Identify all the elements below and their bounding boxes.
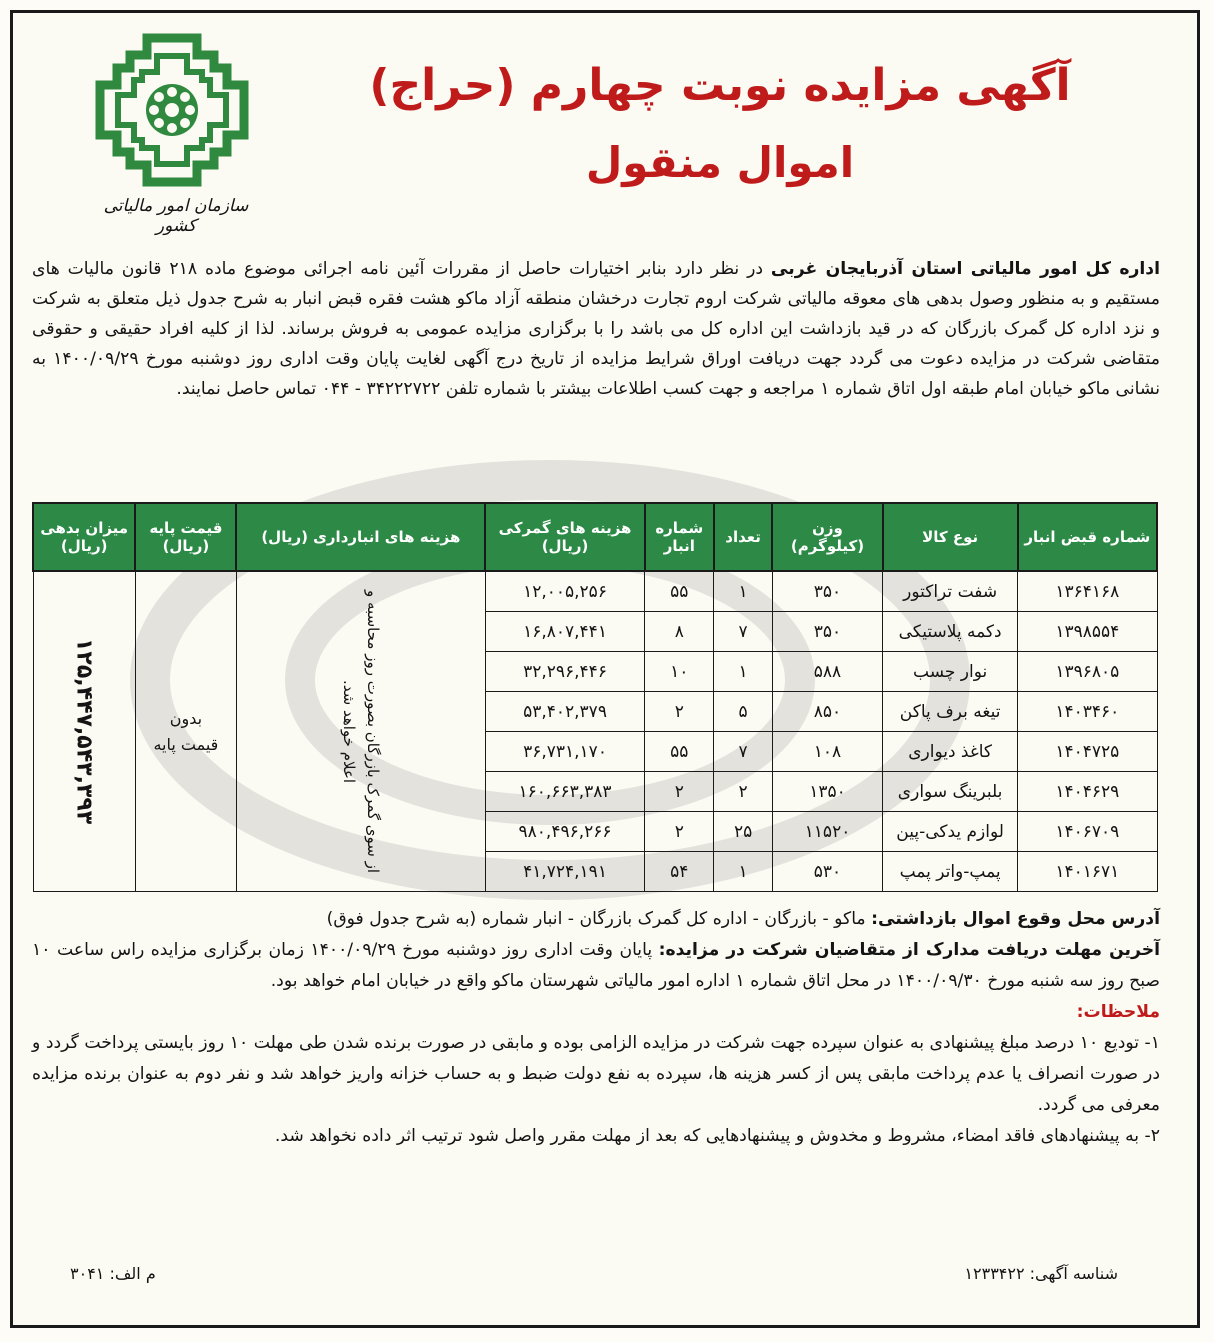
cell-count: ۱ [714,652,772,692]
cell-receipt-no: ۱۳۹۶۸۰۵ [1018,652,1157,692]
cell-customs-cost: ۳۶,۷۳۱,۱۷۰ [485,732,644,772]
cell-warehouse-no: ۲ [645,692,714,732]
cell-base-price-merged [135,571,236,892]
cell-warehouse-no: ۲ [645,812,714,852]
cell-count: ۷ [714,612,772,652]
ad-title: آگهی مزایده نوبت چهارم (حراج) [369,60,1071,111]
cell-count: ۱ [714,852,772,892]
cell-receipt-no: ۱۳۹۸۵۵۴ [1018,612,1157,652]
cell-customs-cost: ۹۸۰,۴۹۶,۲۶۶ [485,812,644,852]
cell-item-type: دکمه پلاستیکی [883,612,1018,652]
deadline-text: پایان وقت اداری روز دوشنبه مورخ ۱۴۰۰/۰۹/۲۹ زمان برگزاری مزایده راس ساعت ۱۰ صبح روز سه شنبه مورخ ۱۴۰۰/۰۹/۳۰ در محل اتاق شماره ۱ اداره امور مالیاتی شهرستان ماکو واقع در خیابان امام خواهد بود. [32,940,1160,991]
cell-customs-cost: ۴۱,۷۲۴,۱۹۱ [485,852,644,892]
cell-weight: ۳۵۰ [772,571,882,612]
cell-warehouse-no: ۲ [645,772,714,812]
cell-receipt-no: ۱۴۰۴۷۲۵ [1018,732,1157,772]
cell-item-type: لوازم یدکی-پین [883,812,1018,852]
cell-item-type: پمپ-واتر پمپ [883,852,1018,892]
cell-receipt-no: ۱۴۰۴۶۲۹ [1018,772,1157,812]
address-line [32,904,1160,935]
cell-weight: ۵۸۸ [772,652,882,692]
cell-receipt-no: ۱۳۶۴۱۶۸ [1018,571,1157,612]
items-table [32,502,1158,892]
cell-weight: ۱۱۵۲۰ [772,812,882,852]
table-row [33,571,1157,612]
cell-receipt-no: ۱۴۰۱۶۷۱ [1018,852,1157,892]
base-price-line2: قیمت پایه [153,734,219,754]
cell-item-type: شفت تراکتور [883,571,1018,612]
cell-count: ۲ [714,772,772,812]
col-receipt-no: شماره قبض انبار [1018,503,1157,571]
cell-weight: ۱۳۵۰ [772,772,882,812]
cell-customs-cost: ۳۲,۲۹۶,۴۴۶ [485,652,644,692]
storage-cost-note: از سوی گمرک بازرگان بصورت روز محاسبه و اعلام خواهد شد. [339,589,382,873]
intro-body: در نظر دارد بنابر اختیارات حاصل از مقررات آئین نامه اجرائی موضوع ماده ۲۱۸ قانون مالیات های مستقیم و به منظور وصول بدهی های معوقه مالیاتی شرکت اروم تجارت درخشان منطقه آزاد ماکو هشت فقره قبض انبار به شرح جدول ذیل متعلق به شرکت و نزد اداره کل گمرک بازرگان که در قید بازداشت این اداره کل می باشد را با برگزاری مزایده عمومی به فروش برساند. لذا از کلیه افراد حقیقی و حقوقی متقاضی شرکت در مزایده دعوت می گردد جهت دریافت اوراق شرایط مزایده از تاریخ درج آگهی لغایت پایان وقت اداری روز دوشنبه مورخ ۱۴۰۰/۰۹/۲۹ به نشانی ماکو خیابان امام طبقه اول اتاق شماره ۱ مراجعه و جهت کسب اطلاعات بیشتر با شماره تلفن ۳۴۲۲۲۷۲۲ - ۰۴۴ تماس حاصل نمایند. [32,259,1160,399]
tax-org-logo-icon [92,30,252,190]
cell-warehouse-no: ۸ [645,612,714,652]
cell-count: ۷ [714,732,772,772]
ad-ref: م الف: ۳۰۴۱ [70,1264,156,1283]
cell-receipt-no: ۱۴۰۳۴۶۰ [1018,692,1157,732]
address-text: ماکو - بازرگان - اداره کل گمرک بازرگان - انبار شماره (به شرح جدول فوق) [326,909,872,929]
note-item: ۱- تودیع ۱۰ درصد مبلغ پیشنهادی به عنوان سپرده جهت شرکت در مزایده الزامی بوده و مابقی در صورت برنده شدن طی مهلت ۱۰ روز بایستی پرداخت گردد و در صورت انصراف یا عدم پرداخت مابقی پس از کسر هزینه ها، سپرده به نفع دولت ضبط و به حساب خزانه واریز خواهد شد و نفر دوم به عنوان برنده مزایده معرفی می گردد. [32,1033,1160,1115]
cell-item-type: نوار چسب [883,652,1018,692]
cell-customs-cost: ۱۲,۰۰۵,۲۵۶ [485,571,644,612]
cell-item-type: کاغذ دیواری [883,732,1018,772]
note-item: ۲- به پیشنهادهای فاقد امضاء، مشروط و مخدوش و پیشنهادهایی که بعد از مهلت مقرر واصل شود ترتیب اثر داده نخواهد شد. [274,1126,1160,1146]
cell-receipt-no: ۱۴۰۶۷۰۹ [1018,812,1157,852]
intro-paragraph [32,254,1160,404]
cell-storage-cost-merged [236,571,485,892]
col-storage-cost: هزینه های انبارداری (ریال) [236,503,485,571]
ad-subtitle: اموال منقول [585,138,855,187]
deadline-label: آخرین مهلت دریافت مدارک از متقاضیان شرکت در مزایده: [658,940,1160,960]
cell-customs-cost: ۱۶,۸۰۷,۴۴۱ [485,612,644,652]
cell-weight: ۱۰۸ [772,732,882,772]
cell-customs-cost: ۵۳,۴۰۲,۳۷۹ [485,692,644,732]
cell-count: ۲۵ [714,812,772,852]
deadline-paragraph [32,935,1160,997]
cell-weight: ۳۵۰ [772,612,882,652]
notes-title: ملاحظات: [1076,1002,1160,1022]
table-header-row [33,503,1157,571]
cell-item-type: تیغه برف پاکن [883,692,1018,732]
address-label: آدرس محل وقوع اموال بازداشتی: [871,909,1160,929]
cell-count: ۱ [714,571,772,612]
cell-count: ۵ [714,692,772,732]
cell-weight: ۸۵۰ [772,692,882,732]
cell-warehouse-no: ۵۴ [645,852,714,892]
cell-customs-cost: ۱۶۰,۶۶۳,۳۸۳ [485,772,644,812]
details-section [32,904,1160,1152]
base-price-line1: بدون [169,708,203,728]
col-debt-amount: میزان بدهی (ریال) [33,503,135,571]
org-name: سازمان امور مالیاتی کشور [103,196,249,236]
cell-warehouse-no: ۵۵ [645,571,714,612]
cell-debt-merged [33,571,135,892]
cell-warehouse-no: ۱۰ [645,652,714,692]
col-weight: وزن (کیلوگرم) [772,503,882,571]
cell-item-type: بلبرینگ سواری [883,772,1018,812]
col-customs-cost: هزینه های گمرکی (ریال) [485,503,644,571]
col-warehouse-no: شماره انبار [645,503,714,571]
ad-id: شناسه آگهی: ۱۲۳۳۴۲۲ [964,1264,1118,1283]
debt-total: ۱۲۵,۴۴۷,۵۴۳,۳۹۳ [71,638,97,825]
intro-lead: اداره کل امور مالیاتی استان آذربایجان غربی [770,259,1161,279]
col-count: تعداد [714,503,772,571]
col-item-type: نوع کالا [883,503,1018,571]
cell-warehouse-no: ۵۵ [645,732,714,772]
cell-weight: ۵۳۰ [772,852,882,892]
col-base-price: قیمت پایه (ریال) [135,503,236,571]
